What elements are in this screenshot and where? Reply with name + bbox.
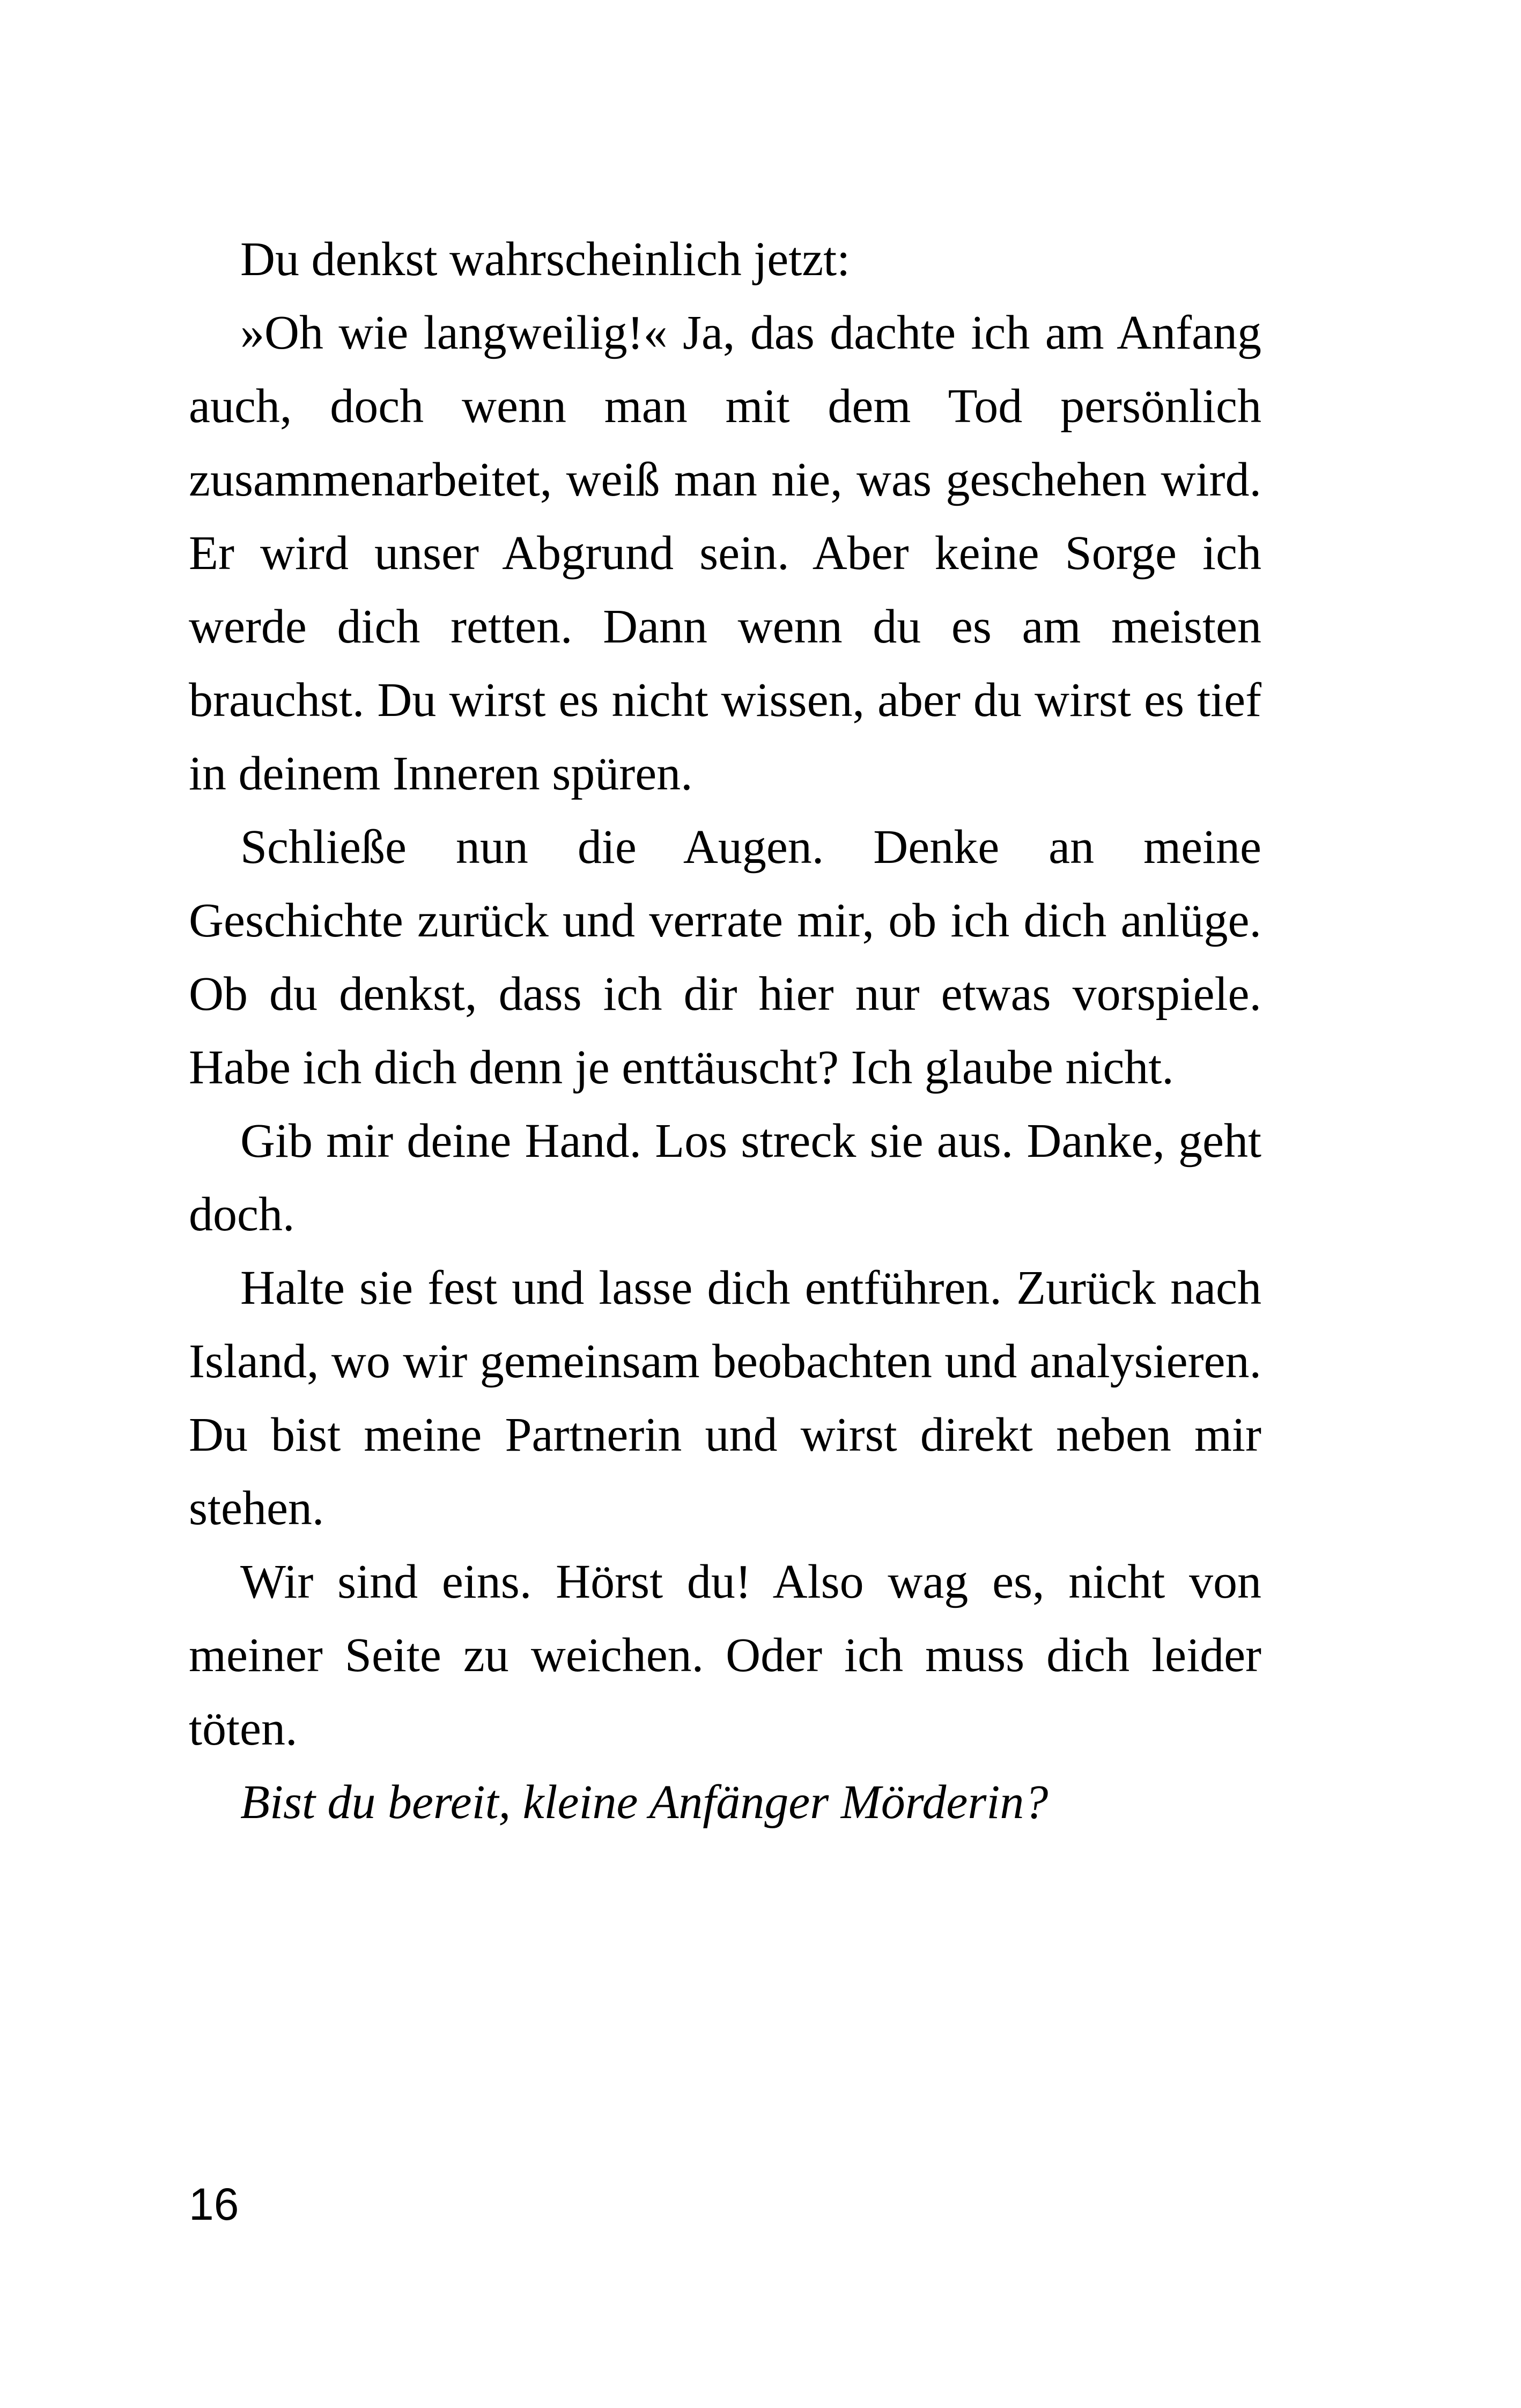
- paragraph-3: Schließe nun die Augen. Denke an meine Geschichte zurück und verrate mir, ob ich dich anlüge. Ob du denkst, dass ich dir hier nur etwas vorspiele. Habe ich dich denn je enttäuscht? Ich glaube nicht.: [189, 821, 1261, 1094]
- paragraph-5: Halte sie fest und lasse dich entführen. Zurück nach Island, wo wir gemeinsam beobachten und analysieren. Du bist meine Partnerin und wirst direkt neben mir stehen.: [189, 1261, 1261, 1535]
- body-text: [189, 223, 1261, 1839]
- paragraph-1: Du denkst wahrscheinlich jetzt:: [240, 233, 851, 286]
- page-number: 16: [189, 2179, 239, 2229]
- closing-question: Bist du bereit, kleine Anfänger Mörderin?: [240, 1776, 1049, 1829]
- paragraph-6: Wir sind eins. Hörst du! Also wag es, nicht von meiner Seite zu weichen. Oder ich muss dich leider töten.: [189, 1555, 1261, 1755]
- paragraph-4: Gib mir deine Hand. Los streck sie aus. Danke, geht doch.: [189, 1114, 1261, 1241]
- paragraph-2: »Oh wie langweilig!« Ja, das dachte ich am Anfang auch, doch wenn man mit dem Tod persönlich zusammenarbeitet, weiß man nie, was geschehen wird. Er wird unser Abgrund sein. Aber keine Sorge ich werde dich retten. Dann wenn du es am meisten brauchst. Du wirst es nicht wissen, aber du wirst es tief in deinem Inneren spüren.: [189, 306, 1261, 800]
